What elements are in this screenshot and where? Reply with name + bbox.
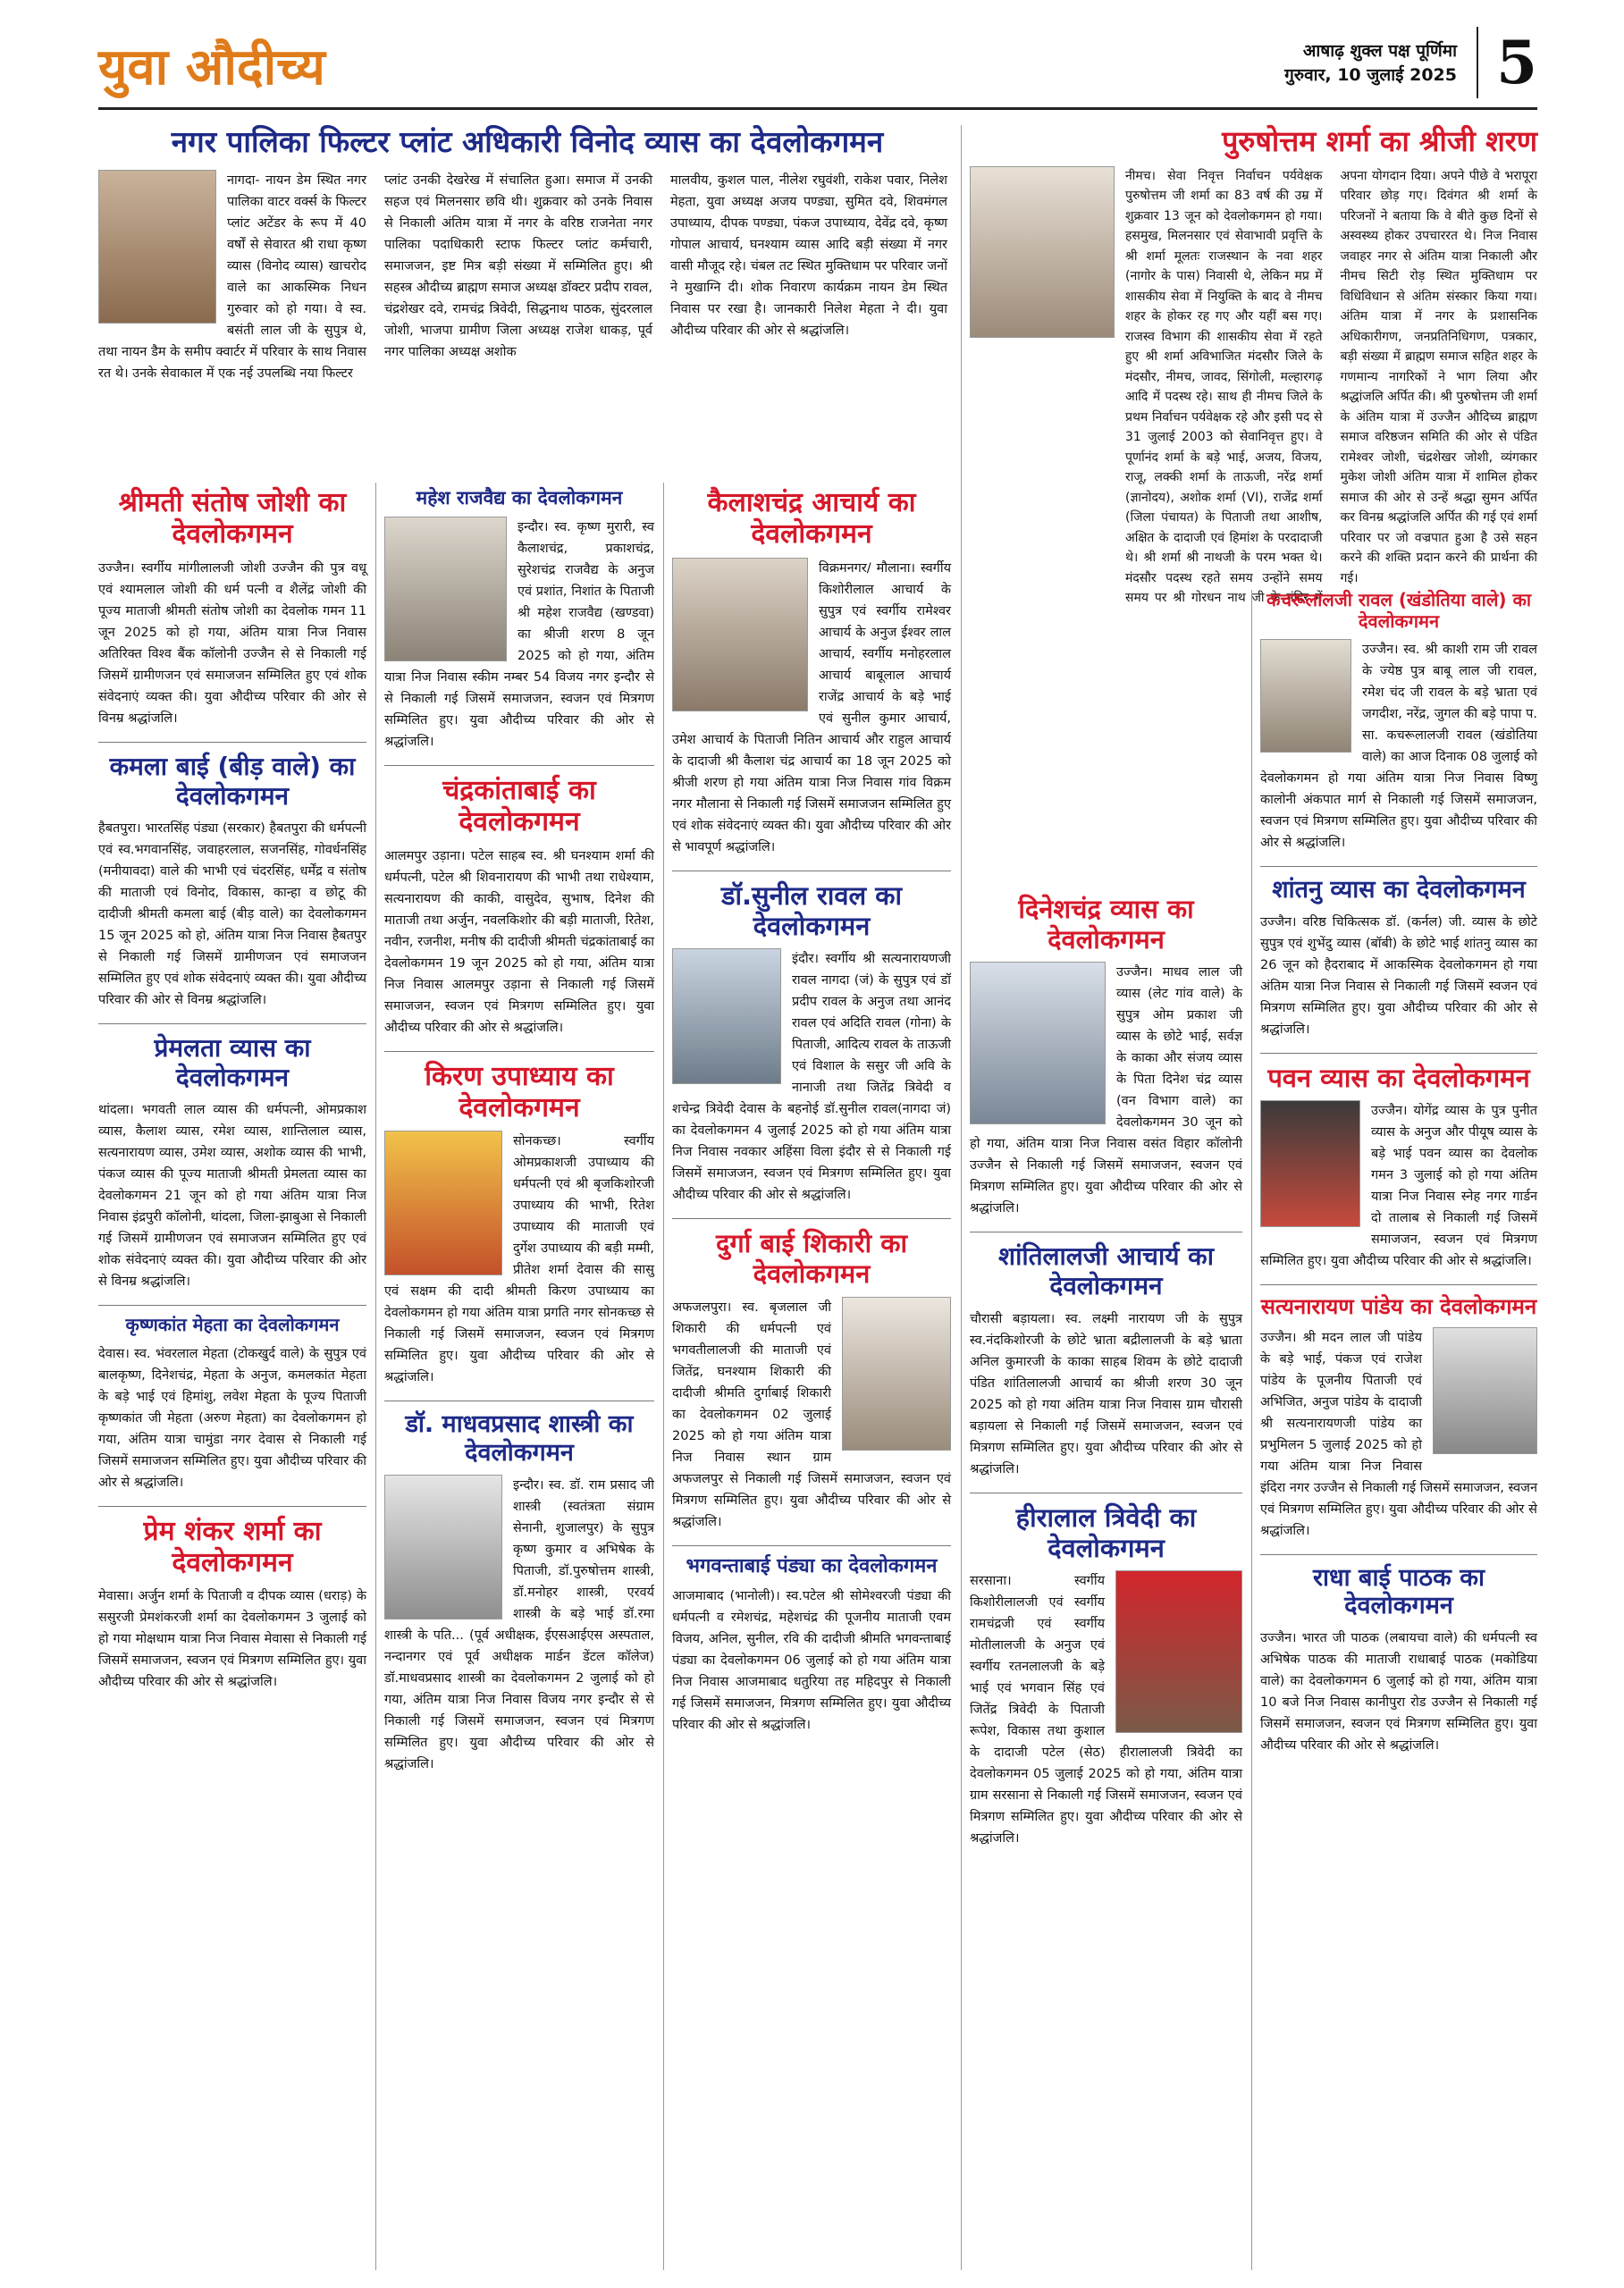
article-text: इंदौर। स्वर्गीय श्री सत्यनारायणजी रावल नागदा (जं) के सुपुत्र एवं डॉ प्रदीप रावल के अनुज तथा आनंद रावल एवं अदिति रावल (गोना) के पिताजी, आदित्य रावल के ताऊजी एवं विशाल के ससुर जी अवि के नानाजी तथा जितेंद्र त्रिवेदी व शचेन्द्र त्रिवेदी देवास के बहनोई डॉ.सुनील रावल(नागदा जं) का देवलोकगमन 4 जुलाई 2025 को हो गया अंतिम यात्रा निज निवास नवकार अहिंसा विला इंदौर से से निकाली गई जिसमें समाजजन, स्वजन एवं मित्रगण सम्मिलित हुए। युवा औदीच्य परिवार की ओर से श्रद्धांजलि। bbox=[672, 952, 951, 1203]
article-text: देवास। स्व. भंवरलाल मेहता (टोकखुर्द वाले) के सुपुत्र एवं बालकृष्ण, दिनेशचंद्र, मेहता के अनुज, कमलकांत मेहता के बड़े भाई एवं हिमांशु, लवेश मेहता के पूज्य पिताजी कृष्णकांत जी मेहता (अरुण मेहता) का देवलोकगमन हो गया, अंतिम यात्रा चामुंडा नगर देवास से निकाली गई जिसमें समाजजन सम्मिलित हुए। युवा औदीच्य परिवार की ओर से श्रद्धांजलि। bbox=[98, 1346, 366, 1490]
article-text: आलमपुर उड़ाना। पटेल साहब स्व. श्री घनश्याम शर्मा की धर्मपत्नी, पटेल श्री शिवनारायण की भाभी तथा राधेश्याम, सत्यनारायण की काकी, वासुदेव, सुभाष, दिनेश की माताजी तथा अर्जुन, नवलकिशोर की बड़ी माताजी, रितेश, नवीन, रजनीश, मनीष की दादीजी श्रीमती चंद्रकांताबाई का देवलोकगमन 19 जून 2025 को हो गया, अंतिम यात्रा निज निवास आलमपुर उड़ाना से निकाली गई जिसमें समाजजन, स्वजन एवं मित्रगण सम्मिलित हुए। युवा औदीच्य परिवार की ओर से श्रद्धांजलि। bbox=[384, 848, 654, 1035]
lead-col-1 bbox=[98, 170, 366, 384]
article-headline: दिनेशचंद्र व्यास का देवलोकगमन bbox=[1018, 894, 1194, 955]
column-divider bbox=[961, 125, 962, 2270]
article-text: उज्जैन। वरिष्ठ चिकित्सक डॉ. (कर्नल) जी. व्यास के छोटे सुपुत्र एवं शुभेंदु व्यास (बॉबी) के छोटे भाई शांतनु व्यास का 26 जून को हैदराबाद में आकस्मिक देवलोकगमन हो गया अंतिम यात्रा निज निवास से निकाली गई जिसमें स्वजन एवं मित्रगण सम्मिलित हुए। युवा औदीच्य परिवार की ओर से श्रद्धांजलि। bbox=[1260, 915, 1537, 1038]
lead-text-2: प्लांट उनकी देखरेख में संचालित हुआ। समाज में उनकी सहज एवं मिलनसार छवि थी। शुक्रवार को उनके निवास से निकाली अंतिम यात्रा में नगर के वरिष्ठ राजनेता नगर पालिका पदाधिकारी स्टाफ फिल्टर प्लांट कर्मचारी, समाजजन, इष्ट मित्र बड़ी संख्या में सम्मिलित हुए। श्री सहस्त्र औदीच्य ब्राह्मण समाज अध्यक्ष डॉक्टर प्रदीप रावल, चंद्रशेखर दवे, रामचंद्र त्रिवेदी, सिद्धनाथ पाठक, सुंदरलाल जोशी, भाजपा ग्रामीण जिला अध्यक्ष राजेश धाकड़, पूर्व नगर पालिका अध्यक्ष अशोक bbox=[384, 173, 652, 359]
date-gregorian: गुरुवार, 10 जुलाई 2025 bbox=[1284, 65, 1457, 85]
column-divider bbox=[1251, 590, 1252, 2270]
portrait-photo bbox=[672, 558, 808, 711]
article-headline: भगवन्ताबाई पंड्या का देवलोकगमन bbox=[686, 1554, 938, 1577]
article-text: सोनकच्छ। स्वर्गीय ओमप्रकाशजी उपाध्याय की धर्मपत्नी एवं श्री बृजकिशोरजी उपाध्याय की भाभी, रितेश उपाध्याय की माताजी एवं दुर्गेश उपाध्याय की बड़ी मम्मी, प्रीतेश शर्मा देवास की सासु एवं सक्षम की दादी श्रीमती किरण उपाध्याय का देवलोकगमन हो गया अंतिम यात्रा प्रगति नगर सोनकच्छ से निकाली गई जिसमें समाजजन, स्वजन एवं मित्रगण सम्मिलित हुए। युवा औदीच्य परिवार की ओर से श्रद्धांजलि। bbox=[384, 1134, 654, 1385]
masthead bbox=[98, 27, 1537, 110]
article-headline: कैलाशचंद्र आचार्य का देवलोकगमन bbox=[707, 487, 916, 551]
article-text: नीमच। सेवा निवृत्त निर्वाचन पर्यवेक्षक पुरुषोत्तम जी शर्मा का 83 वर्ष की उम्र में शुक्रवार 13 जून को देवलोकगमन हो गया। हसमुख, मिलनसार एवं सेवाभावी प्रवृत्ति के श्री शर्मा मूलतः राजस्थान के नवा शहर (नागोर के पास) निवासी थे, लेकिन मप्र में शासकीय सेवा में नियुक्ति के बाद वे नीमच शहर के होकर रह गए और यहीं बस गए। राजस्व विभाग की शासकीय सेवा में रहते हुए श्री शर्मा अविभाजित मंदसौर जिले के मंदसौर, नीमच, जावद, सिंगोली, मल्हारगढ़ आदि में पदस्थ रहे। साथ ही नीमच जिले के प्रथम निर्वाचन पर्यवेक्षक रहे और इसी पद से 31 जुलाई 2003 को सेवानिवृत्त हुए। वे पूर्णानंद शर्मा के बड़े भाई, अजय, विजय, राजू, लक्की शर्मा के ताऊजी, नरेंद्र शर्मा (ज्ञानोदय), अशोक शर्मा (VI), राजेंद्र शर्मा (जिला पंचायत) के पिताजी तथा आशीष, अक्षित के दादाजी एवं हिमांश के परदादाजी थे। श्री शर्मा श्री नाथजी के परम भक्त थे। मंदसौर पदस्थ रहते समय उन्होंने समय समय पर श्री गोरधन नाथ जी के मंदिर में अपना योगदान दिया। अपने पीछे वे भरापूरा परिवार छोड़ गए। दिवंगत श्री शर्मा के परिजनों ने बताया कि वे बीते कुछ दिनों से अस्वस्थ्य होकर उपचाररत थे। निज निवास जवाहर नगर से अंतिम यात्रा निकाली और नीमच सिटी रोड़ स्थित मुक्तिधाम पर विधिविधान से अंतिम संस्कार किया गया। अंतिम यात्रा में नगर के प्रशासनिक अधिकारीगण, जनप्रतिनिधिगण, पत्रकार, बड़ी संख्या में ब्राह्मण समाज सहित शहर के गणमान्य नागरिकों ने भाग लिया और श्रद्धांजलि अर्पित की। श्री पुरुषोत्तम जी शर्मा के अंतिम यात्रा में उज्जैन औदिच्य ब्राह्मण समाज वरिष्ठजन समिति की ओर से पंडित रामेश्वर जोशी, चंद्रशेखर जोशी, व्यंगकार मुकेश जोशी अंतिम यात्रा में शामिल होकर समाज की ओर से उन्हें श्रद्धा सुमन अर्पित कर विनम्र श्रद्धांजलि अर्पित की गई एवं शर्मा परिवार पर जो वज्रपात हुआ है उसे सहन करने की शक्ति प्रदान करने की प्रार्थना की गई। bbox=[1125, 168, 1537, 606]
issue-date bbox=[1284, 39, 1457, 88]
portrait-photo bbox=[384, 1131, 502, 1275]
article-headline: शांतिलालजी आचार्य का देवलोकगमन bbox=[998, 1241, 1214, 1301]
article-headline: कृष्णकांत मेहता का देवलोकगमन bbox=[125, 1313, 340, 1335]
article-headline: हीरालाल त्रिवेदी का देवलोकगमन bbox=[1015, 1502, 1197, 1563]
lead-text-1: नागदा- नायन डेम स्थित नगर पालिका वाटर वर्क्स के फिल्टर प्लांट अटेंडर के रूप में 40 वर्षों से सेवारत श्री राधा कृष्ण व्यास (विनोद व्यास) खाचरोद वाले का आकस्मिक निधन गुरुवार को हो गया। वे स्व. बसंती लाल जी के सुपुत्र थे, तथा नायन डैम के समीप क्वार्टर में परिवार के साथ निवास रत थे। उनके सेवाकाल में एक नई उपलब्धि नया फिल्टर bbox=[98, 173, 366, 381]
article-headline: शांतनु व्यास का देवलोकगमन bbox=[1272, 876, 1526, 904]
portrait-photo bbox=[970, 166, 1115, 338]
divider bbox=[384, 1051, 654, 1052]
lead-col-3 bbox=[670, 170, 947, 341]
lead-col-2 bbox=[384, 170, 652, 363]
divider bbox=[1260, 1284, 1537, 1285]
article-text: आजमाबाद (भानोली)। स्व.पटेल श्री सोमेश्वरजी पंड्या की धर्मपत्नी व रमेशचंद्र, महेशचंद्र की पूजनीय माताजी एवम विजय, अनिल, सुनील, रवि की दादीजी श्रीमति भगवन्ताबाई पंड्या का देवलोकगमन 06 जुलाई को हो गया अंतिम यात्रा निज निवास आजमाबाद धतुरिया तह महिदपुर से निकाली गई जिसमें समाजजन, मित्रगण सम्मिलित हुए। युवा औदीच्य परिवार की ओर से श्रद्धांजलि। bbox=[672, 1588, 951, 1732]
portrait-photo bbox=[384, 1475, 502, 1619]
lead-headline: नगर पालिका फिल्टर प्लांट अधिकारी विनोद व्यास का देवलोकगमन bbox=[171, 124, 884, 159]
portrait-photo bbox=[1260, 639, 1351, 753]
portrait-photo bbox=[842, 1297, 951, 1451]
article-text: उज्जैन। स्वर्गीय मांगीलालजी जोशी उज्जैन की पुत्र वधू एवं श्यामलाल जोशी की धर्म पत्नी व शैलेंद्र जोशी की पूज्य माताजी श्रीमती संतोष जोशी का देवलोक गमन 11 जून 2025 को हो गया, अंतिम यात्रा निज निवास अतिरिक्त विश्व बैंक कॉलोनी उज्जैन से से निकाली गई जिसमें ग्रामीणजन एवं समाजजन सम्मिलित हुए एवं शोक संवेदनाएं व्यक्त की। युवा औदीच्य परिवार की ओर से विनम्र श्रद्धांजलि। bbox=[98, 560, 366, 726]
article-text: सरसाना। स्वर्गीय किशोरीलालजी एवं स्वर्गीय रामचंद्रजी एवं स्वर्गीय मोतीलालजी के अनुज एवं स्वर्गीय रतनलालजी के बड़े भाई एवं भगवान सिंह एवं जितेंद्र त्रिवेदी के पिताजी रूपेश, विकास तथा कुशाल के दादाजी पटेल (सेठ) हीरालालजी त्रिवेदी का देवलोकगमन 05 जुलाई 2025 को हो गया, अंतिम यात्रा ग्राम सरसाना से निकाली गई जिसमें समाजजन, स्वजन एवं मित्रगण सम्मिलित हुए। युवा औदीच्य परिवार की ओर से श्रद्धांजलि। bbox=[970, 1573, 1242, 1846]
portrait-photo bbox=[384, 517, 507, 661]
article-text: उज्जैन। स्व. श्री काशी राम जी रावल के ज्येष्ठ पुत्र बाबू लाल जी रावल, रमेश चंद जी रावल के बड़े भ्राता एवं जगदीश, नरेंद्र, जुगल की बड़े पापा प. सा. कचरूलालजी रावल (खंडोतिया वाले) का आज दिनाक 08 जुलाई को देवलोकगमन हो गया अंतिम यात्रा निज निवास विष्णु कालोनी अंकपात मार्ग से निकाली गई जिसमें समाजजन, स्वजन एवं मित्रगण सम्मिलित हुए। युवा औदीच्य परिवार की ओर से श्रद्धांजलि। bbox=[1260, 643, 1537, 851]
article-text: मेवासा। अर्जुन शर्मा के पिताजी व दीपक व्यास (धराड़) के ससुरजी प्रेमशंकरजी शर्मा का देवलोकगमन 3 जुलाई को हो गया मोक्षधाम यात्रा निज निवास मेवासा से निकाली गई जिसमें समाजजन, स्वजन एवं मित्रगण सम्मिलित हुए। युवा औदीच्य परिवार की ओर से श्रद्धांजलि। bbox=[98, 1589, 366, 1690]
article-headline: कमला बाई (बीड़ वाले) का देवलोकगमन bbox=[109, 751, 356, 811]
column-divider bbox=[375, 483, 376, 2270]
divider bbox=[672, 1218, 951, 1219]
lead-text-3: मालवीय, कुशल पाल, नीलेश रघुवंशी, राकेश पवार, निलेश मेहता, युवा अध्यक्ष अजय पण्ड्या, सुमित दवे, शिवमंगल उपाध्याय, दीपक पण्ड्या, पंकज उपाध्याय, देवेंद्र दवे, कृष्ण गोपाल आचार्य, घनश्याम व्यास आदि बड़ी संख्या में नगर वासी मौजूद रहे। चंबल तट स्थित मुक्तिधाम पर परिवार जनों ने मुखाग्नि दी। शोक निवारण कार्यक्रम नायन डेम स्थित निवास पर रखा है। जानकारी निलेश मेहता ने दी। युवा औदीच्य परिवार की ओर से श्रद्धांजलि। bbox=[670, 173, 947, 338]
article-headline: किरण उपाध्याय का देवलोकगमन bbox=[425, 1060, 614, 1123]
article-headline: प्रेम शंकर शर्मा का देवलोकगमन bbox=[143, 1515, 322, 1578]
article-headline: चंद्रकांताबाई का देवलोकगमन bbox=[442, 774, 596, 838]
divider bbox=[98, 1506, 366, 1507]
portrait-photo bbox=[1115, 1570, 1242, 1733]
article-headline: राधा बाई पाठक का देवलोकगमन bbox=[1313, 1563, 1485, 1620]
article-headline: कचरूलालजी रावल (खंडोतिया वाले) का देवलोकगमन bbox=[1266, 589, 1532, 632]
article-text: इन्दौर। स्व. कृष्ण मुरारी, स्व कैलाशचंद्र, प्रकाशचंद्र, सुरेशचंद्र राजवैद्य के अनुज एवं प्रशांत, निशांत के पिताजी श्री महेश राजवैद्य (खण्डवा) का श्रीजी शरण 8 जून 2025 को हो गया, अंतिम यात्रा निज निवास स्कीम नम्बर 54 विजय नगर इन्दौर से से निकाली गई जिसमें समाजजन, स्वजन एवं मित्रगण सम्मिलित हुए। युवा औदीच्य परिवार की ओर से श्रद्धांजलि। bbox=[384, 519, 654, 749]
column-3 bbox=[672, 487, 951, 1736]
divider bbox=[98, 1023, 366, 1024]
article-headline: डॉ. माधवप्रसाद शास्त्री का देवलोकगमन bbox=[405, 1410, 634, 1468]
column-divider bbox=[663, 483, 664, 2270]
article-text: विक्रमनगर/ मौलाना। स्वर्गीय किशोरीलाल आचार्य के सुपुत्र एवं स्वर्गीय रामेश्वर आचार्य के अनुज ईश्वर लाल आचार्य, स्वर्गीय मनोहरलाल आचार्य बाबूलाल आचार्य राजेंद्र आचार्य के बड़े भाई एवं सुनील कुमार आचार्य, उमेश आचार्य के पिताजी नितिन आचार्य और राहुल आचार्य के दादाजी श्री कैलाश चंद्र आचार्य का 18 जून 2025 को श्रीजी शरण हो गया अंतिम यात्रा निज निवास गांव विक्रम नगर मौलाना से निकाली गई जिसमें समाजजन सम्मिलित हुए एवं शोक संवेदनाएं व्यक्त की। युवा औदीच्य परिवार की ओर से भावपूर्ण श्रद्धांजलि। bbox=[672, 560, 951, 854]
divider bbox=[98, 1305, 366, 1306]
divider bbox=[1260, 1053, 1537, 1054]
article-purushottam bbox=[970, 125, 1537, 609]
column-1 bbox=[98, 487, 366, 1693]
article-text: थांदला। भगवती लाल व्यास की धर्मपत्नी, ओमप्रकाश व्यास, कैलाश व्यास, रमेश व्यास, शान्तिलाल व्यास, सत्यनारायण व्यास, उमेश व्यास, अशोक व्यास की भाभी, पंकज व्यास की पूज्य माताजी श्रीमती प्रेमलता व्यास का देवलोकगमन 21 जून को हो गया अंतिम यात्रा निज निवास इंद्रपुरी कॉलोनी, थांदला, जिला-झाबुआ से निकाली गई जिसमें ग्रामीणजन एवं समाजजन सम्मिलित हुए एवं शोक संवेदनाएं व्यक्त की। युवा औदीच्य परिवार की ओर से विनम्र श्रद्धांजलि। bbox=[98, 1102, 366, 1289]
divider bbox=[1260, 1554, 1537, 1555]
article-text: चौरासी बड़ायला। स्व. लक्ष्मी नारायण जी के सुपुत्र स्व.नंदकिशोरजी के छोटे भ्राता बद्रीलालजी के बड़े भ्राता अनिल कुमारजी के काका साहब शिवम के छोटे दादाजी पंडित शांतिलालजी आचार्य का श्रीजी शरण 30 जून 2025 को हो गया अंतिम यात्रा निज निवास ग्राम चौरासी बड़ायला से निकाली गई जिसमें समाजजन, स्वजन एवं मित्रगण सम्मिलित हुए। युवा औदीच्य परिवार की ओर से श्रद्धांजलि। bbox=[970, 1311, 1242, 1476]
article-text: उज्जैन। माधव लाल जी व्यास (लेट गांव वाले) के सुपुत्र ओम प्रकाश जी व्यास के छोटे भाई, सर्वज्ञ के काका और संजय व्यास के पिता दिनेश चंद्र व्यास (वन विभाग वाले) का देवलोकगमन 30 जून को हो गया, अंतिम यात्रा निज निवास वसंत विहार कॉलोनी उज्जैन से निकाली गई जिसमें समाजजन, स्वजन एवं मित्रगण सम्मिलित हुए। युवा औदीच्य परिवार की ओर से श्रद्धांजलि। bbox=[970, 965, 1242, 1216]
article-headline: पुरुषोत्तम शर्मा का श्रीजी शरण bbox=[1222, 124, 1537, 158]
divider bbox=[672, 1545, 951, 1546]
page-number: 5 bbox=[1477, 27, 1537, 98]
article-headline: महेश राजवैद्य का देवलोकगमन bbox=[416, 487, 623, 509]
column-2 bbox=[384, 487, 654, 1775]
article-headline: श्रीमती संतोष जोशी का देवलोकगमन bbox=[118, 487, 347, 551]
article-text: इन्दौर। स्व. डॉ. राम प्रसाद जी शास्त्री (स्वतंत्रता संग्राम सेनानी, शुजालपुर) के सुपुत्र कृष्ण कुमार व अभिषेक के पिताजी, डॉ.पुरुषोत्तम शास्त्री, डॉ.मनोहर शास्त्री, एरवर्य शास्त्री के बड़े भाई डॉ.रमा शास्त्री के पति... (पूर्व अधीक्षक, ईएसआईएस अस्पताल, नन्दानगर एवं पूर्व अधीक्षक मार्डन डेंटल कॉलेज) डॉ.माधवप्रसाद शास्त्री का देवलोकगमन 2 जुलाई को हो गया, अंतिम यात्रा निज निवास विजय नगर इन्दौर से से निकाली गई जिसमें समाजजन, स्वजन एवं मित्रगण सम्मिलित हुए। युवा औदीच्य परिवार की ओर से श्रद्धांजलि। bbox=[384, 1478, 654, 1772]
publication-title: युवा औदीच्य bbox=[98, 38, 325, 97]
article-headline: पवन व्यास का देवलोकगमन bbox=[1267, 1063, 1530, 1094]
article-text: हैबतपुरा। भारतसिंह पंड्या (सरकार) हैबतपुरा की धर्मपत्नी एवं स्व.भगवानसिंह, जवाहरलाल, सजनसिंह, गोवर्धनसिंह (मनीयावदा) वाले की भाभी एवं चंदरसिंह, धर्मेंद्र व संतोष की माताजी एवं विनोद, विकास, कान्हा व छोटू की दादीजी श्रीमती कमला बाई (बीड़ वाले) का देवलोकगमन 15 जून 2025 को हो, अंतिम यात्रा निज निवास हैबतपुर से निकाली गई जिसमें ग्रामीणजन एवं समाजजन सम्मिलित हुए एवं शोक संवेदनाएं व्यक्त की। युवा औदीच्य परिवार की ओर से विनम्र श्रद्धांजलि। bbox=[98, 820, 366, 1007]
article-headline: प्रेमलता व्यास का देवलोकगमन bbox=[154, 1032, 311, 1092]
column-5 bbox=[1260, 590, 1537, 1756]
divider bbox=[98, 742, 366, 743]
article-text: उज्जैन। योगेंद्र व्यास के पुत्र पुनीत व्यास के अनुज और पीयूष व्यास के बड़े भाई पवन व्यास का देवलोक गमन 3 जुलाई को हो गया अंतिम यात्रा निज निवास स्नेह नगर गार्डन दो तालाब से निकाली गई जिसमें समाजजन, स्वजन एवं मित्रगण सम्मिलित हुए। युवा औदीच्य परिवार की ओर से श्रद्धांजलि। bbox=[1260, 1104, 1537, 1269]
portrait-photo bbox=[672, 948, 781, 1084]
divider bbox=[1260, 866, 1537, 867]
divider bbox=[384, 765, 654, 766]
portrait-photo bbox=[970, 962, 1106, 1124]
article-text: अफजलपुरा। स्व. बृजलाल जी शिकारी की धर्मपत्नी एवं भगवतीलालजी की माताजी एवं जितेंद्र, घनश्याम शिकारी की दादीजी श्रीमति दुर्गाबाई शिकारी का देवलोकगमन 02 जुलाई 2025 को हो गया अंतिम यात्रा निज निवास स्थान ग्राम अफजलपुर से निकाली गई जिसमें समाजजन, स्वजन एवं मित्रगण सम्मिलित हुए। युवा औदीच्य परिवार की ओर से श्रद्धांजलि। bbox=[672, 1300, 951, 1529]
portrait-photo bbox=[1260, 1100, 1360, 1227]
article-text: उज्जैन। श्री मदन लाल जी पांडेय के बड़े भाई, पंकज एवं राजेश पांडेय के पूजनीय पिताजी एवं अभिजित, अनुज पांडेय के दादाजी श्री सत्यनारायणजी पांडेय का प्रभुमिलन 5 जुलाई 2025 को हो गया अंतिम यात्रा निज निवास इंदिरा नगर उज्जैन से निकाली गई जिसमें समाजजन, स्वजन एवं मित्रगण सम्मिलित हुए। युवा औदीच्य परिवार की ओर से श्रद्धांजलि। bbox=[1260, 1330, 1537, 1538]
date-hindi-calendar: आषाढ़ शुक्ल पक्ष पूर्णिमा bbox=[1302, 41, 1457, 61]
portrait-photo bbox=[1433, 1327, 1537, 1454]
article-headline: दुर्गा बाई शिकारी का देवलोकगमन bbox=[715, 1228, 907, 1290]
column-4 bbox=[970, 894, 1242, 1849]
portrait-photo bbox=[98, 170, 216, 324]
article-headline: डॉ.सुनील रावल का देवलोकगमन bbox=[720, 879, 903, 941]
article-headline: सत्यनारायण पांडेय का देवलोकगमन bbox=[1260, 1294, 1537, 1320]
article-text: उज्जैन। भारत जी पाठक (लबायचा वाले) की धर्मपत्नी स्व अभिषेक पाठक की माताजी राधाबाई पाठक (मकोडिया वाले) का देवलोकगमन 6 जुलाई को हो गया, अंतिम यात्रा 10 बजे निज निवास कानीपुरा रोड उज्जैन से निकाली गई जिसमें समाजजन, स्वजन एवं मित्रगण सम्मिलित हुए। युवा औदीच्य परिवार की ओर से श्रद्धांजलि। bbox=[1260, 1631, 1537, 1754]
